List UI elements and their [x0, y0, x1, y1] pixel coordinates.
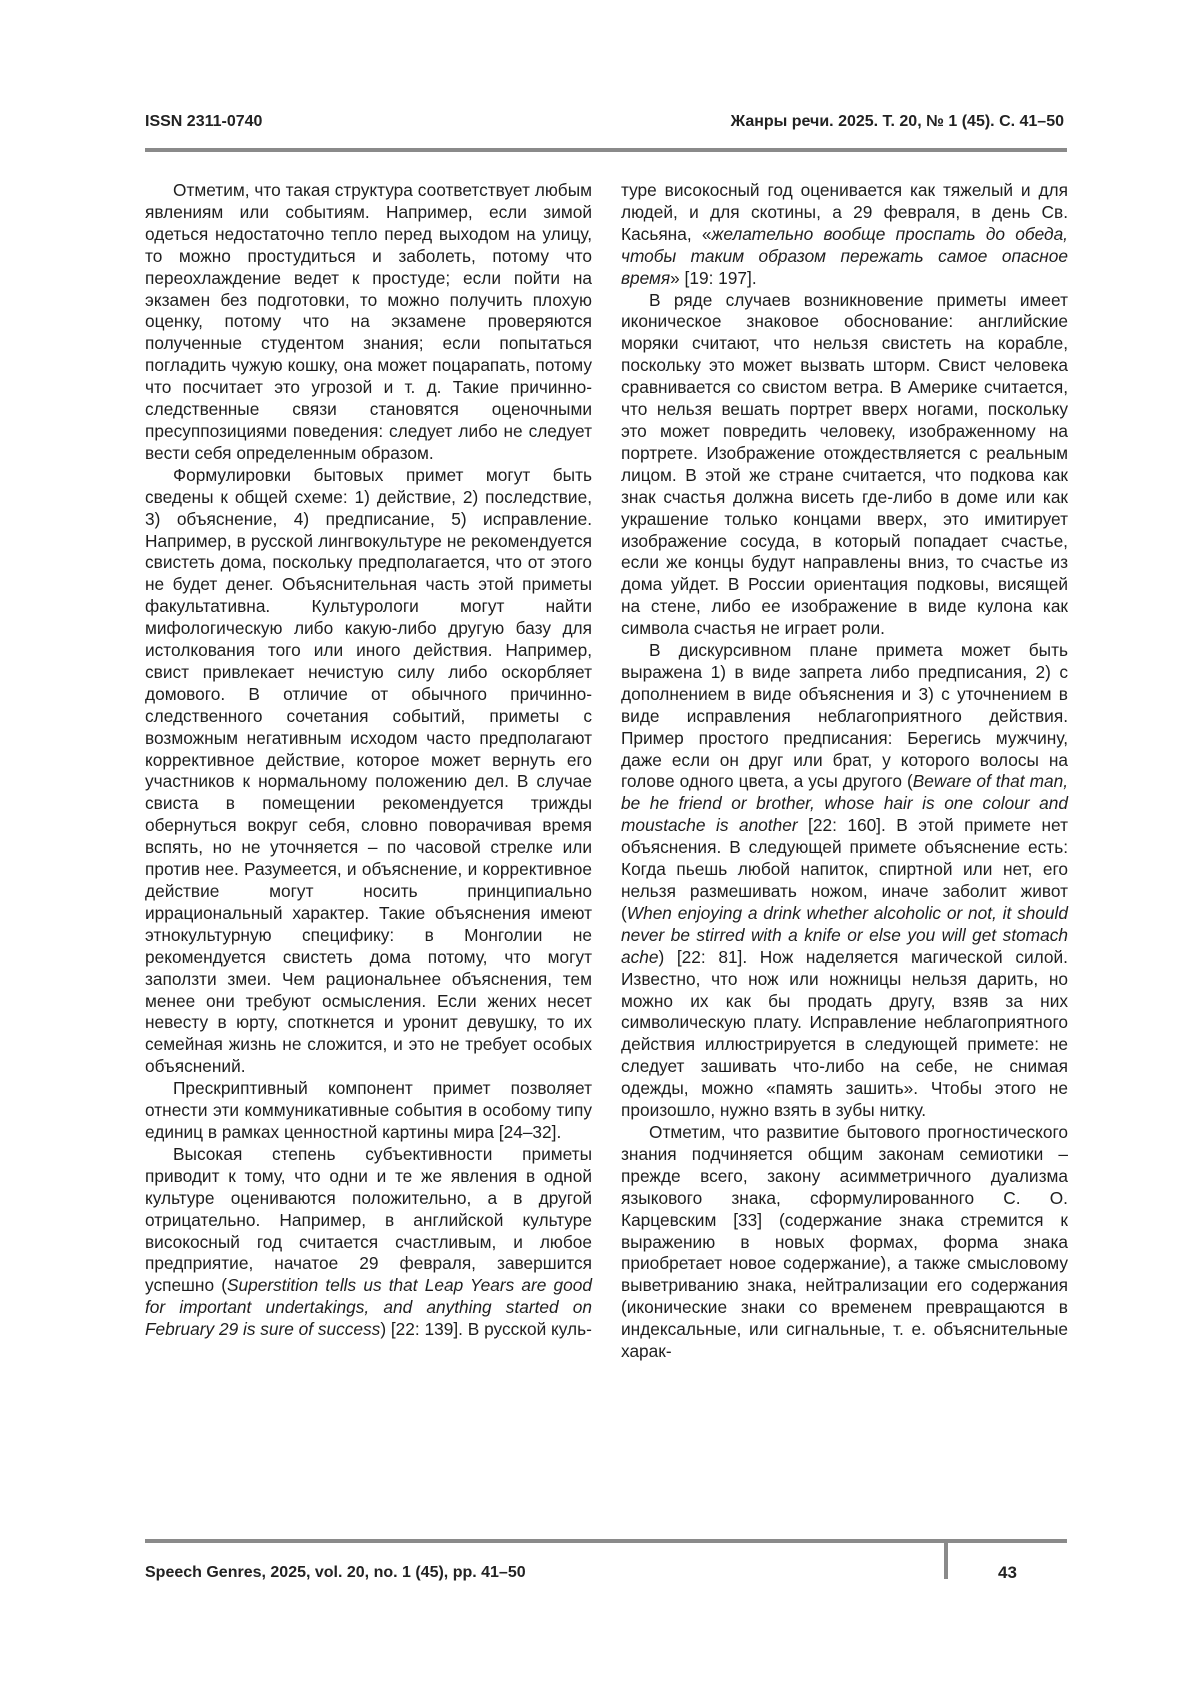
text-run: ) [22: 81]. Нож наделяется магической силой. Известно, что нож или ножницы нельзя дарить, но можно их как бы продать другу, взяв за них символическую плату. Исправление неблагоприятного действия иллюстрируется в следующей примете: не следует зашивать что-либо на себе, не снимая одежды, можно «память зашить». Чтобы этого не произошло, нужно взять в зубы нитку.	[621, 946, 1068, 1121]
page-number: 43	[998, 1563, 1017, 1582]
english-quote: Beware of that man, be he friend or brother, whose hair is one colour and moustache is another	[621, 771, 1069, 836]
english-quote: When enjoying a drink whether alcoholic or not, it should never be stirred with a knife or else you will get stomach ache	[621, 902, 1068, 967]
paragraph	[621, 640, 1068, 1122]
journal-citation-header: Жанры речи. 2025. Т. 20, № 1 (45). С. 41–50	[730, 113, 1064, 130]
text-run: [22: 160]. В этой примете нет объяснения. В следующей примете объяснение есть: Когда пьешь любой напиток, спиртной или нет, его нельзя размешивать ножом, иначе заболит живот (	[621, 815, 1068, 923]
russian-quote: желательно вообще проспать до обеда, чтобы таким образом пережать самое опасное время	[621, 223, 1068, 288]
paragraph	[145, 1144, 592, 1341]
text-run: » [19: 197].	[670, 267, 757, 288]
text-run: ) [22: 139]. В русской куль-	[380, 1319, 592, 1340]
paragraph-continuation	[621, 180, 1068, 290]
paragraph: Отметим, что такая структура соответствует любым явлениям или событиям. Например, если зимой одеться недостаточно тепло перед выходом на улицу, то можно простудиться и заболеть, потому что переохлаждение ведет к простуде; если пойти на экзамен без подготовки, то можно получить плохую оценку, потому что на экзамене проверяются полученные студентом знания; если попытаться погладить чужую кошку, она может поцарапать, потому что посчитает это угрозой и т. д. Такие причинно-следственные связи становятся оценочными пресуппозициями поведения: следует либо не следует вести себя определенным образом.	[145, 180, 592, 463]
issn-header: ISSN 2311-0740	[145, 113, 263, 130]
paragraph: Формулировки бытовых примет могут быть сведены к общей схеме: 1) действие, 2) последствие, 3) объяснение, 4) предписание, 5) исправление. Например, в русской лингвокультуре не рекомендуется свистеть дома, поскольку предполагается, что от этого не будет денег. Объяснительная часть этой приметы факультативна. Культурологи могут найти мифологическую либо какую-либо другую базу для истолкования того или иного действия. Например, свист привлекает нечистую силу либо оскорбляет домового. В отличие от обычного причинно-следственного сочетания событий, приметы с возможным негативным исходом часто предполагают коррективное действие, которое может вернуть его участников к нормальному положению дел. В случае свиста в помещении рекомендуется трижды обернуться вокруг себя, словно поворачивая время вспять, но не уточняется – по часовой стрелке или против нее. Разумеется, и объяснение, и коррективное действие могут носить принципиально иррациональный характер. Такие объяснения имеют этнокультурную специфику: в Монголии не рекомендуется свистеть дома потому, что могут заползти змеи. Чем рациональнее объяснения, тем менее они требуют осмысления. Если жених несет невесту в юрту, споткнется и уронит девушку, то их семейная жизнь не сложится, и это не требует особых объяснений.	[145, 464, 592, 1077]
paragraph: Прескриптивный компонент примет позволяет отнести эти коммуникативные события в особому типу единиц в рамках ценностной картины мира [24–32].	[145, 1078, 592, 1142]
header-divider	[145, 148, 1067, 152]
text-run: туре високосный год оценивается как тяжелый и для людей, и для скотины, а 29 февраля, в день Св. Касьяна, «	[621, 180, 1068, 244]
text-run: В дискурсивном плане примета может быть выражена 1) в виде запрета либо предписания, 2) с дополнением в виде объяснения и 3) с уточнением в виде исправления неблагоприятного действия. Пример простого предписания: Берегись мужчину, даже если он друг или брат, у которого волосы на голове одного цвета, а усы другого (	[621, 640, 1068, 792]
text-run: Высокая степень субъективности приметы приводит к тому, что одни и те же явления в одной культуре оцениваются положительно, а в другой отрицательно. Например, в английской культуре високосный год считается счастливым, и любое предприятие, начатое 29 февраля, завершится успешно (	[145, 1143, 592, 1296]
footer-divider	[145, 1539, 1067, 1543]
right-column	[621, 180, 1068, 1363]
english-quote: Superstition tells us that Leap Years are good for important undertakings, and anything started on February 29 is sure of success	[145, 1275, 592, 1340]
left-column	[145, 180, 592, 1341]
journal-citation-footer: Speech Genres, 2025, vol. 20, no. 1 (45), pp. 41–50	[145, 1564, 526, 1581]
paragraph: Отметим, что развитие бытового прогностического знания подчиняется общим законам семиотики – прежде всего, закону асимметричного дуализма языкового знака, сформулированного С. О. Карцевским [33] (содержание знака стремится к выражению в новых формах, форма знака приобретает новое содержание), а также смысловому выветриванию знака, нейтрализации его содержания (иконические знаки со временем превращаются в индексальные, или сигнальные, т. е. объяснительные харак-	[621, 1121, 1068, 1362]
paragraph: В ряде случаев возникновение приметы имеет иконическое знаковое обоснование: английские моряки считают, что нельзя свистеть на корабле, поскольку это может вызвать шторм. Свист человека сравнивается со свистом ветра. В Америке считается, что нельзя вешать портрет вверх ногами, поскольку это может повредить человеку, изображенному на портрете. Изображение отождествляется с реальным лицом. В этой же стране считается, что подкова как знак счастья должна висеть где-либо в доме или как украшение только концами вверх, это имитирует изображение сосуда, в который попадает счастье, если же концы будут направлены вниз, то счастье из дома уйдет. В России ориентация подковы, висящей на стене, либо ее изображение в виде кулона как символа счастья не играет роли.	[621, 289, 1068, 639]
